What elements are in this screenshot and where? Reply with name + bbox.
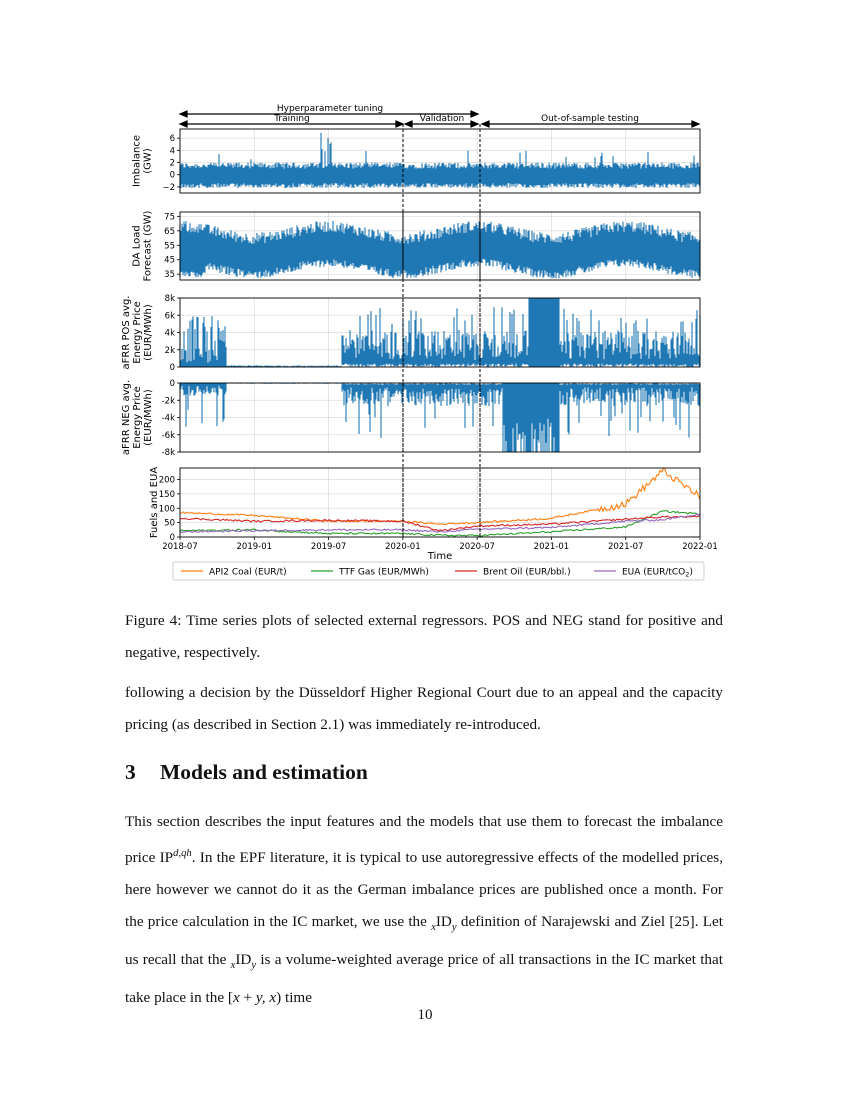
- x-tick-label: 2019-07: [310, 542, 347, 552]
- y-tick-label: 0: [169, 170, 175, 181]
- y-tick-label: 0: [169, 379, 175, 389]
- y-tick-label: 4k: [164, 328, 175, 339]
- figure-caption: Figure 4: Time series plots of selected external regressors. POS and NEG stand for positive and negative, respectively.: [125, 612, 723, 661]
- y-tick-label: -4k: [161, 413, 175, 424]
- y-tick-label: 65: [164, 226, 175, 237]
- panels: [121, 124, 700, 543]
- y-tick-label: 55: [164, 241, 175, 252]
- phase-validation-label: Validation: [419, 114, 465, 124]
- x-tick-label: 2019-01: [236, 542, 273, 552]
- panel-5: [149, 467, 700, 543]
- y-axis-label: Imbalance: [131, 134, 143, 188]
- legend: [173, 562, 704, 580]
- x-tick-label: 2018-07: [162, 542, 198, 552]
- y-axis-label: aFRR NEG avg.: [121, 379, 132, 456]
- y-tick-label: -2k: [161, 396, 175, 407]
- panel-4: [121, 379, 700, 458]
- y-tick-label: -8k: [161, 448, 175, 458]
- section-number: 3: [125, 760, 136, 784]
- x-axis-label: Time: [427, 551, 453, 562]
- y-axis-label: Forecast (GW): [142, 210, 154, 282]
- series-3: [180, 516, 700, 531]
- y-tick-label: 6: [169, 134, 175, 145]
- x-tick-label: 2021-01: [533, 542, 570, 552]
- section-heading: [125, 760, 368, 785]
- x-tick-label: 2022-01: [682, 542, 718, 552]
- y-axis-label: (EUR/MWh): [143, 389, 154, 446]
- y-axis-label: (GW): [142, 148, 154, 174]
- panel-2: [132, 210, 701, 281]
- y-tick-label: 4: [169, 146, 175, 157]
- y-axis-label: aFRR POS avg.: [121, 295, 132, 370]
- phase-testing-label: Out-of-sample testing: [541, 114, 639, 124]
- y-tick-label: 0: [169, 363, 175, 373]
- series-2: [180, 511, 700, 537]
- phase-training-label: Training: [274, 114, 310, 124]
- x-tick-label: 2021-07: [607, 542, 644, 552]
- y-tick-label: 0: [169, 533, 175, 543]
- series-line: [180, 221, 700, 279]
- x-tick-label: 2020-07: [459, 542, 495, 552]
- y-axis-label: Energy Price: [132, 301, 143, 364]
- paragraph-models-intro: This section describes the input features and the models that use them to forecast the imbalance price $IP^{d,qh}$. In the EPF literature, it is typical to use autoregressive effects of the modelled prices, here however we cannot do it as the German imbalance prices are published once a month. For the price calculation in the IC market, we use the $_xID_y$ definition of Narajewski and Ziel [25]. Let us recall that the $_xID_y$ is a volume-weighted average price of all transactions in the IC market that take place in the [x + y, x) time: [125, 813, 723, 1007]
- y-axis-label: DA Load: [131, 225, 143, 267]
- legend-eua-label: EUA (EUR/tCO$_2$): [622, 567, 693, 579]
- legend-oil-label: Brent Oil (EUR/bbl.): [483, 567, 571, 578]
- x-axis: [162, 537, 718, 552]
- y-tick-label: 200: [158, 475, 175, 486]
- y-axis-label: Fuels and EUA: [149, 466, 160, 539]
- legend-coal-label: API2 Coal (EUR/t): [209, 567, 287, 578]
- panel-1: [132, 129, 701, 193]
- x-tick-label: 2020-01: [385, 542, 421, 552]
- y-tick-label: 2k: [164, 345, 175, 356]
- y-axis-label: Energy Price: [132, 386, 143, 449]
- page-number: 10: [417, 1007, 433, 1023]
- y-tick-label: 150: [158, 489, 175, 500]
- section-title: Models and estimation: [160, 760, 368, 784]
- paragraph-court-decision: following a decision by the Düsseldorf Higher Regional Court due to an appeal and the capacity pricing (as described in Section 2.1) was immediately re-introduced.: [125, 684, 723, 733]
- series-1: [180, 468, 700, 524]
- legend-gas-label: TTF Gas (EUR/MWh): [339, 567, 429, 578]
- y-tick-label: -6k: [161, 430, 175, 441]
- panel-3: [121, 294, 700, 373]
- y-tick-label: 100: [158, 504, 175, 515]
- y-tick-label: 50: [164, 518, 175, 529]
- y-tick-label: −2: [162, 182, 175, 193]
- y-tick-label: 8k: [164, 294, 175, 304]
- series-line: [180, 133, 700, 188]
- y-tick-label: 6k: [164, 311, 175, 322]
- y-tick-label: 75: [164, 212, 175, 223]
- y-tick-label: 45: [164, 255, 175, 266]
- y-tick-label: 35: [164, 270, 175, 281]
- y-axis-label: (EUR/MWh): [143, 304, 154, 361]
- y-tick-label: 2: [169, 158, 175, 169]
- phase-hyperparameter-label: Hyperparameter tuning: [276, 104, 384, 114]
